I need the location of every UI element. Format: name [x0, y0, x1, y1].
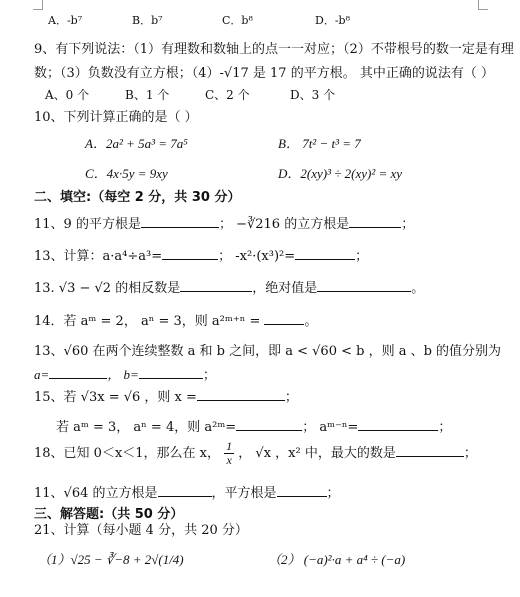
answer-blank[interactable] [158, 484, 212, 497]
answer-blank[interactable] [358, 418, 438, 431]
answer-blank[interactable] [180, 279, 252, 292]
q18-text: 18、已知 0＜x＜1，那么在 x， [34, 446, 221, 461]
q18-row [34, 440, 477, 468]
q10-option-b: B． 7t² − t³ = 7 [278, 136, 361, 151]
q9-line1: 9、有下列说法：（1）有理数和数轴上的点一一对应；（2）不带根号的数一定是有理 [34, 42, 514, 57]
q13b-end: 。 [411, 281, 425, 296]
q9-option-a: A、0 个 [45, 88, 90, 102]
page-corner-mark [33, 0, 43, 10]
q13a-row [34, 245, 368, 264]
answer-blank[interactable] [277, 484, 327, 497]
q13a-end: ； [355, 249, 369, 264]
answer-blank[interactable] [197, 388, 285, 401]
answer-blank[interactable] [396, 444, 464, 457]
q14-text: 14．若 aᵐ = 2， aⁿ = 3，则 a²ᵐ⁺ⁿ = [34, 314, 261, 329]
q11b-text: 11、√64 的立方根是 [34, 486, 158, 501]
q15-row [34, 386, 298, 405]
q11b-end: ； [326, 486, 340, 501]
q10-option-a: A．2a² + 5a³ = 7a⁵ [85, 136, 188, 151]
section-2-title: 二、填空:（每空 2 分，共 30 分） [34, 190, 241, 205]
q13c-a-label: a= [34, 367, 50, 382]
q9-option-c: C、2 个 [205, 88, 250, 102]
q13c-end: ； [202, 368, 216, 383]
q18-frac-den: x [226, 453, 232, 467]
q18-fraction [224, 440, 234, 466]
q15-text: 15、若 √3x = √6 ，则 x = [34, 390, 197, 405]
q11b-row [34, 482, 340, 501]
q13b-row [34, 277, 424, 296]
q13b-text: 13. √3 − √2 的相反数是 [34, 281, 181, 296]
answer-blank[interactable] [162, 247, 218, 260]
q15b-text-mid: ； aᵐ⁻ⁿ= [302, 420, 359, 435]
q10-stem: 10、下列计算正确的是（ ） [34, 110, 198, 125]
answer-blank[interactable] [141, 215, 219, 228]
q13a-text: 13、计算：a·a⁴÷a³= [34, 249, 163, 264]
q9-option-d: D、3 个 [290, 88, 336, 102]
answer-blank[interactable] [317, 279, 411, 292]
q10-option-c: C．4x·5y = 9xy [85, 166, 168, 181]
q9-option-b: B、1 个 [125, 88, 170, 102]
page-corner-mark [478, 0, 488, 10]
mc-option-b: B．b⁷ [132, 14, 163, 27]
q14-end: 。 [304, 314, 318, 329]
answer-blank[interactable] [49, 366, 107, 379]
q15b-text: 若 aᵐ = 3， aⁿ = 4，则 a²ᵐ= [56, 420, 237, 435]
q15b-end: ； [438, 420, 452, 435]
q21-part-1: （1）√25 − ∛−8 + 2√(1/4) [38, 552, 184, 567]
q18-end: ； [463, 446, 477, 461]
q11a-text-mid: ； −∛216 的立方根是 [218, 217, 350, 232]
q21-stem: 21、计算（每小题 4 分，共 20 分） [34, 523, 248, 538]
q11b-text-mid: ，平方根是 [211, 486, 277, 501]
q13c-b-label: ， b= [107, 367, 139, 382]
q15b-row [56, 416, 451, 435]
q18-frac-num: 1 [226, 439, 233, 454]
answer-blank[interactable] [349, 215, 401, 228]
answer-blank[interactable] [139, 366, 203, 379]
q15-end: ； [284, 390, 298, 405]
answer-blank[interactable] [236, 418, 302, 431]
q11a-end: ； [401, 217, 415, 232]
q11a-row [34, 213, 414, 232]
section-3-title: 三、解答题:（共 50 分） [34, 507, 184, 522]
q9-line2: 数；（3）负数没有立方根；（4）-√17 是 17 的平方根。 其中正确的说法有（ ） [34, 66, 494, 81]
q11a-text: 11、9 的平方根是 [34, 217, 141, 232]
mc-option-d: D．-b⁸ [315, 14, 350, 27]
answer-blank[interactable] [264, 312, 304, 325]
q13c-row [34, 364, 216, 383]
answer-blank[interactable] [295, 247, 355, 260]
q13c-line1: 13、√60 在两个连续整数 a 和 b 之间，即 a < √60 < b ，则 a 、b 的值分别为 [34, 344, 502, 359]
q13b-text-mid: ，绝对值是 [252, 281, 318, 296]
q10-option-d: D．2(xy)³ ÷ 2(xy)² = xy [278, 166, 403, 181]
q21-part-2: （2） (−a)²·a + a⁴ ÷ (−a) [268, 552, 406, 567]
mc-option-a: A．-b⁷ [48, 14, 83, 27]
q18-text-mid: ， √x ，x² 中，最大的数是 [238, 446, 396, 461]
q14-row [34, 310, 317, 329]
q13a-text-mid: ； -x²·(x³)²= [218, 249, 296, 264]
mc-option-c: C．b⁸ [222, 14, 253, 27]
